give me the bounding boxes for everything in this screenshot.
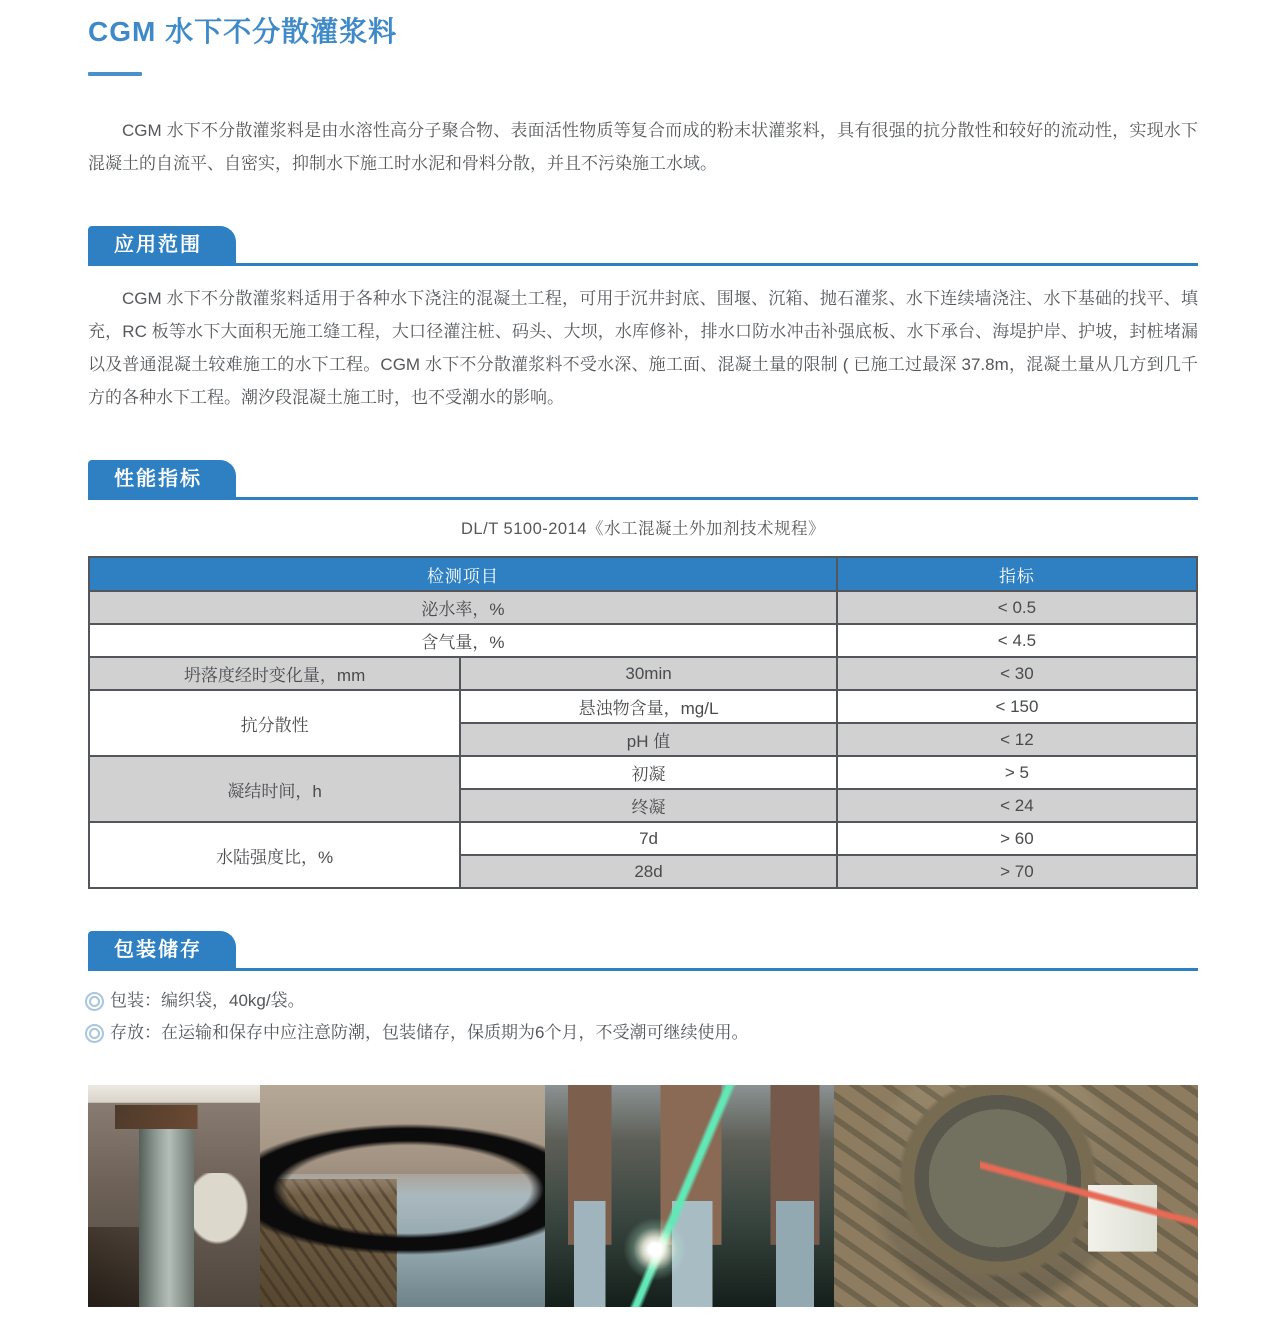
section-head-application [88,226,1198,266]
header-cell-value: 指标 [837,557,1197,591]
cell-item: 水陆强度比，% [89,822,460,888]
list-item-text: 包装：编织袋，40kg/袋。 [110,991,305,1011]
cell-item: 凝结时间，h [89,756,460,822]
cell-value: < 24 [837,789,1197,822]
cell-sub: 悬浊物含量，mg/L [460,690,837,723]
ring-bullet-icon [89,996,100,1007]
cell-item: 泌水率，% [89,591,837,624]
cell-value: < 12 [837,723,1197,756]
table-row [89,690,1197,723]
cell-item: 抗分散性 [89,690,460,756]
table-row [89,756,1197,789]
section-head-performance [88,460,1198,500]
table-row [89,657,1197,690]
site-photo-cofferdam [834,1085,1198,1307]
cell-sub: 终凝 [460,789,837,822]
application-paragraph: CGM 水下不分散灌浆料适用于各种水下浇注的混凝土工程，可用于沉井封底、围堰、沉箱、抛石灌浆、水下连续墙浇注、水下基础的找平、填充，RC 板等水下大面积无施工缝工程，大口径灌注桩、码头、大坝，水库修补，排水口防水冲击补强底板、水下承台、海堤护岸、护坡，封桩堵漏以及普通混凝土较难施工的水下工程。CGM 水下不分散灌浆料不受水深、施工面、混凝土量的限制 ( 已施工过最深 37.8m，混凝土量从几方到几千方的各种水下工程。潮汐段混凝土施工时，也不受潮水的影响。 [88,289,1198,408]
list-item [88,1017,1198,1049]
table-row [89,822,1197,855]
ring-bullet-icon [89,1028,100,1039]
cell-sub: pH 值 [460,723,837,756]
cell-sub: 30min [460,657,837,690]
section-tab-performance: 性能指标 [88,460,236,497]
table-row [89,624,1197,657]
section-head-packaging [88,931,1198,971]
cell-value: > 60 [837,822,1197,855]
cell-sub: 28d [460,855,837,888]
header-cell-item: 检测项目 [89,557,837,591]
section-tab-packaging: 包装储存 [88,931,236,968]
table-header-row [89,557,1197,591]
intro-paragraph: CGM 水下不分散灌浆料是由水溶性高分子聚合物、表面活性物质等复合而成的粉末状灌浆料，具有很强的抗分散性和较好的流动性，实现水下混凝土的自流平、自密实，抑制水下施工时水泥和骨料分散，并且不污染施工水域。 [88,121,1198,174]
cell-sub: 7d [460,822,837,855]
list-item-text: 存放：在运输和保存中应注意防潮，包装储存，保质期为6个月，不受潮可继续使用。 [110,1023,749,1043]
cell-value: < 150 [837,690,1197,723]
cell-value: < 30 [837,657,1197,690]
site-photo-pile-casing [88,1085,260,1307]
page-title: CGM 水下不分散灌浆料 [88,16,398,47]
cell-value: < 4.5 [837,624,1197,657]
cell-value: < 0.5 [837,591,1197,624]
cell-sub: 初凝 [460,756,837,789]
packaging-list [88,985,1198,1049]
standard-reference: DL/T 5100-2014《水工混凝土外加剂技术规程》 [461,520,825,539]
cell-value: > 5 [837,756,1197,789]
table-row [89,591,1197,624]
title-underline-dash [88,72,142,76]
cell-item: 含气量，% [89,624,837,657]
site-photo-strip [88,1085,1198,1307]
site-photo-column-base [260,1085,545,1307]
section-tab-application: 应用范围 [88,226,236,263]
site-photo-underwater-laser [545,1085,834,1307]
performance-table [88,556,1198,889]
cell-item: 坍落度经时变化量，mm [89,657,460,690]
cell-value: > 70 [837,855,1197,888]
list-item [88,985,1198,1017]
